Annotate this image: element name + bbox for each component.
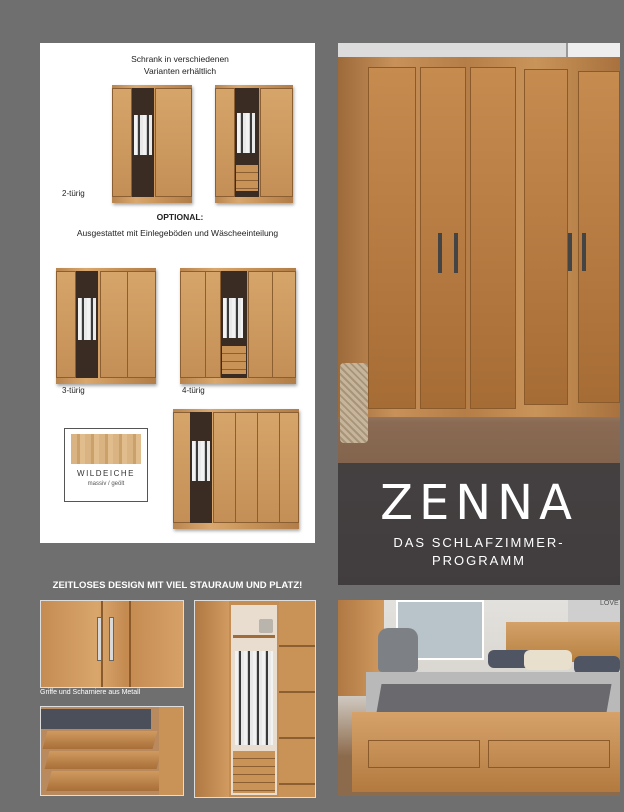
hero-subtitle-line2: PROGRAMM — [432, 553, 526, 568]
handle — [568, 233, 572, 271]
hero-wardrobe — [338, 57, 620, 417]
wardrobe-2door-open-right — [215, 85, 293, 203]
caption-hardware: Griffe und Scharniere aus Metall — [40, 689, 141, 696]
optional-text: Ausgestattet mit Einlegeböden und Wäscheeinteilung — [76, 228, 279, 238]
hero-subtitle-line1: DAS SCHLAFZIMMER- — [393, 535, 565, 550]
basket — [340, 363, 368, 443]
handle — [438, 233, 442, 273]
armchair — [378, 628, 418, 672]
wardrobe-3door — [56, 268, 156, 384]
wardrobe-4door-open — [180, 268, 296, 384]
wood-name: WILDEICHE — [77, 469, 135, 478]
wall-text: LOVE — [600, 600, 619, 607]
detail-photo-handles — [40, 600, 184, 688]
variants-panel — [40, 43, 315, 543]
bed-drawer — [368, 740, 480, 768]
bed-drawer — [488, 740, 610, 768]
detail-photo-interior — [194, 600, 316, 798]
metal-handle — [97, 617, 102, 661]
label-4door: 4-türig — [182, 386, 205, 395]
handle — [582, 233, 586, 271]
bedding — [41, 709, 151, 729]
optional-heading: OPTIONAL: — [156, 212, 204, 222]
handle — [454, 233, 458, 273]
hero-photo — [338, 43, 620, 585]
label-3door: 3-türig — [62, 386, 85, 395]
hero-title: ZENNA — [380, 475, 578, 531]
label-2door: 2-türig — [62, 189, 85, 198]
pillow — [524, 650, 572, 670]
wood-desc: massiv / geölt — [87, 481, 125, 487]
wardrobe-2door-open-left — [112, 85, 192, 203]
metal-handle — [109, 617, 114, 661]
section-heading: ZEITLOSES DESIGN MIT VIEL STAURAUM UND PLATZ! — [52, 580, 303, 591]
bedroom-photo — [338, 600, 620, 796]
wardrobe-4door-closed — [173, 409, 299, 529]
detail-photo-drawers — [40, 706, 184, 796]
variants-heading: Schrank in verschiedenen Varianten erhältlich — [131, 54, 229, 76]
wood-swatch-card — [64, 428, 148, 502]
wood-swatch — [71, 434, 141, 464]
